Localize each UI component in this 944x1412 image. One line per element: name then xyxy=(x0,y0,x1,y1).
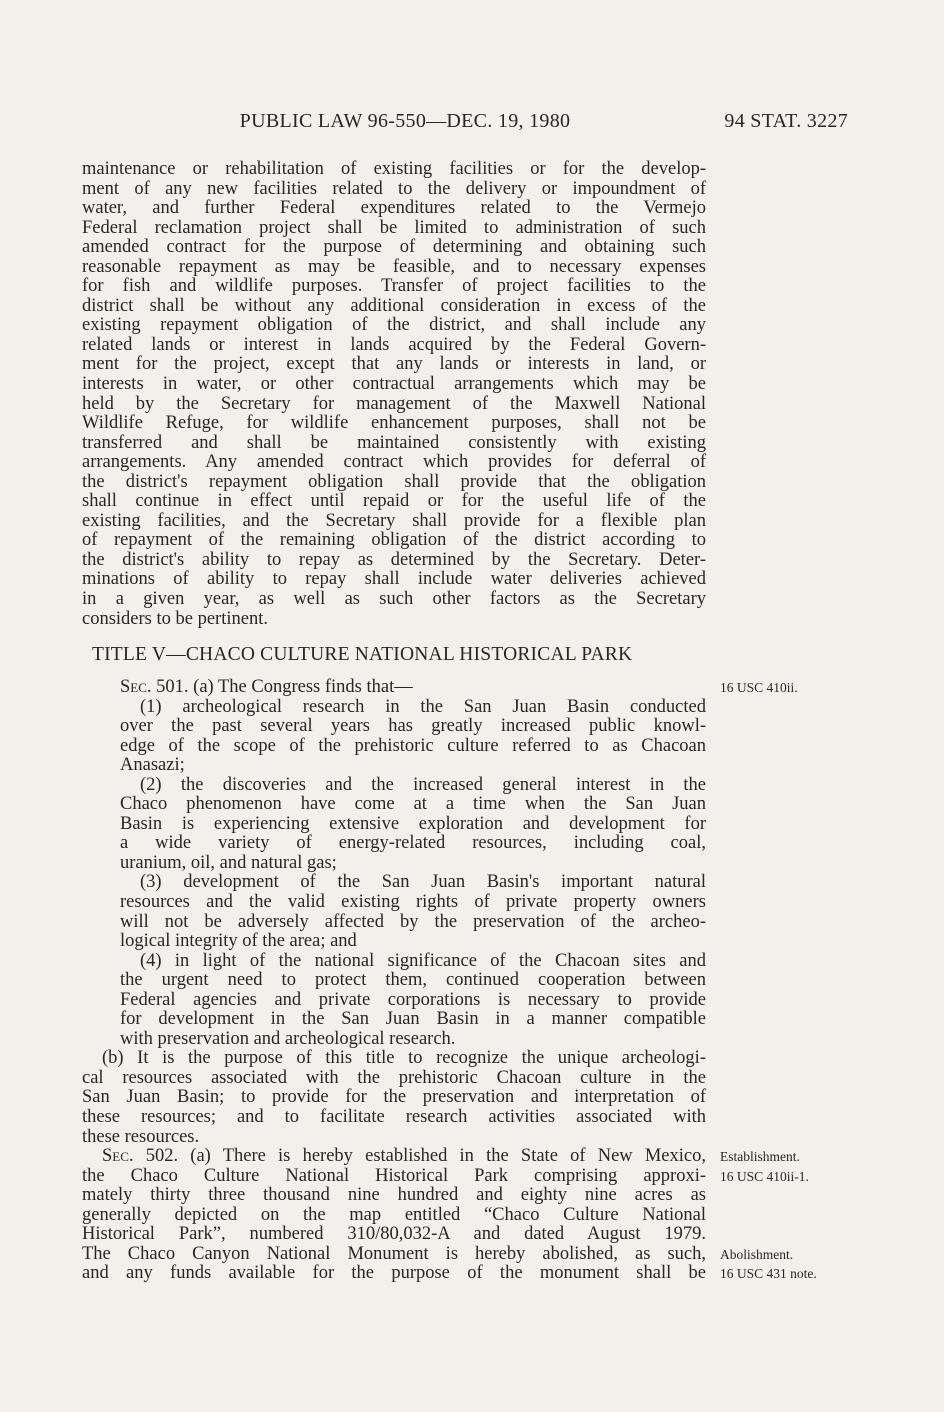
text-line xyxy=(120,991,706,1011)
text-line xyxy=(82,238,706,258)
running-header-title: PUBLIC LAW 96-550—DEC. 19, 1980 xyxy=(239,110,571,132)
text-line xyxy=(120,913,706,933)
text-line xyxy=(82,1088,706,1108)
line-text: reasonable repayment as may be feasible, and to necessary expenses xyxy=(82,256,706,277)
margin-note: 16 USC 410ii. xyxy=(720,680,798,695)
line-text: (2) the discoveries and the increased general interest in the xyxy=(140,774,706,795)
text-line xyxy=(82,395,706,415)
text-line xyxy=(120,893,706,913)
margin-note: Abolishment. xyxy=(720,1246,794,1262)
line-text: ment for the project, except that any lands or interests in land, or xyxy=(82,354,706,375)
line-text: Wildlife Refuge, for wildlife enhancement purposes, shall not be xyxy=(82,413,706,434)
text-line xyxy=(82,199,706,219)
line-text: held by the Secretary for management of the Maxwell National xyxy=(82,393,706,414)
line-text: (1) archeological research in the San Juan Basin conducted xyxy=(140,696,706,717)
text-line xyxy=(82,180,706,200)
line-text: district shall be without any additional consideration in excess of the xyxy=(82,295,706,316)
text-line xyxy=(120,677,798,698)
line-text: 501. (a) The Congress finds that— xyxy=(151,677,413,697)
text-line xyxy=(82,570,706,590)
line-text: over the past several years has greatly increased public knowl- xyxy=(120,716,706,737)
text-line xyxy=(82,219,706,239)
line-text: will not be adversely affected by the preservation of the archeo- xyxy=(120,911,706,932)
line-text: maintenance or rehabilitation of existing facilities or for the develop- xyxy=(82,159,706,179)
statute-page-number: 94 STAT. 3227 xyxy=(724,110,848,132)
line-text: existing repayment obligation of the district, and shall include any xyxy=(82,315,706,336)
line-text: San Juan Basin; to provide for the preservation and interpretation of xyxy=(82,1087,706,1108)
text-line xyxy=(120,737,706,757)
text-line xyxy=(82,1069,706,1089)
line-text: Federal agencies and private corporations is necessary to provide xyxy=(120,989,706,1010)
text-line xyxy=(82,277,706,297)
text-line xyxy=(82,414,706,434)
text-line xyxy=(140,873,706,893)
line-text: transferred and shall be maintained consistently with existing xyxy=(82,432,706,453)
line-text: logical integrity of the area; and xyxy=(120,931,357,952)
text-line xyxy=(82,590,706,610)
text-line xyxy=(120,756,706,776)
text-line xyxy=(120,834,706,854)
line-text: mately thirty three thousand nine hundred and eighty nine acres as xyxy=(82,1185,706,1206)
title-heading: TITLE V—CHACO CULTURE NATIONAL HISTORICAL PARK xyxy=(92,644,633,665)
text-line xyxy=(82,531,706,551)
line-text: of repayment of the remaining obligation of the district according to xyxy=(82,530,706,551)
text-line xyxy=(82,492,706,512)
line-text: generally depicted on the map entitled “Chaco Culture National xyxy=(82,1204,706,1225)
line-text: arrangements. Any amended contract which provides for deferral of xyxy=(82,452,706,473)
line-text: the urgent need to protect them, continued cooperation between xyxy=(120,970,706,991)
text-line xyxy=(82,1108,706,1128)
line-text: Federal reclamation project shall be limited to administration of such xyxy=(82,217,706,238)
text-line xyxy=(82,1128,706,1148)
line-text: (3) development of the San Juan Basin's important natural xyxy=(140,872,706,893)
text-line xyxy=(120,1010,706,1030)
text-line xyxy=(140,776,706,796)
text-line xyxy=(120,795,706,815)
line-text: (4) in light of the national significance of the Chacoan sites and xyxy=(140,950,706,971)
line-text: in a given year, as well as such other factors as the Secretary xyxy=(82,589,706,610)
line-text: these resources. xyxy=(82,1126,200,1147)
text-line xyxy=(82,512,706,532)
text-line xyxy=(102,1146,800,1167)
line-text: for fish and wildlife purposes. Transfer of project facilities to the xyxy=(82,276,706,297)
line-text: (b) It is the purpose of this title to recognize the unique archeologi- xyxy=(102,1048,706,1069)
margin-note: 16 USC 431 note. xyxy=(720,1266,817,1282)
line-text: 502. (a) There is hereby established in the State of New Mexico, xyxy=(133,1146,706,1167)
text-line xyxy=(82,453,706,473)
line-text: for development in the San Juan Basin in a manner compatible xyxy=(120,1009,706,1030)
line-text: related lands or interest in lands acquired by the Federal Govern- xyxy=(82,334,706,355)
section-label: Sec. xyxy=(102,1146,134,1167)
line-text: the Chaco Culture National Historical Park comprising approxi- xyxy=(82,1165,706,1186)
line-text: water, and further Federal expenditures related to the Vermejo xyxy=(82,198,706,219)
text-line xyxy=(82,1165,809,1187)
line-text: edge of the scope of the prehistoric culture referred to as Chacoan xyxy=(120,735,706,756)
text-line xyxy=(120,854,706,874)
text-line xyxy=(82,1186,706,1206)
line-text: minations of ability to repay shall include water deliveries achieved xyxy=(82,569,706,590)
text-line xyxy=(140,952,706,972)
line-text: Anasazi; xyxy=(120,755,185,776)
text-line xyxy=(82,258,706,278)
text-line xyxy=(120,815,706,835)
text-line xyxy=(102,1049,706,1069)
text-line xyxy=(82,473,706,493)
margin-note: Establishment. xyxy=(720,1149,800,1165)
text-line xyxy=(82,1206,706,1226)
text-line xyxy=(120,932,706,952)
line-text: cal resources associated with the prehistoric Chacoan culture in the xyxy=(82,1067,706,1088)
text-line xyxy=(82,336,706,356)
line-text: with preservation and archeological research. xyxy=(120,1028,456,1049)
text-line xyxy=(82,160,706,180)
line-text: Basin is experiencing extensive exploration and development for xyxy=(120,813,706,834)
line-text: The Chaco Canyon National Monument is hereby abolished, as such, xyxy=(82,1243,706,1264)
text-line xyxy=(82,1243,794,1265)
text-line xyxy=(82,610,706,630)
text-line xyxy=(120,971,706,991)
line-text: the district's repayment obligation shall provide that the obligation xyxy=(82,471,706,492)
line-text: these resources; and to facilitate research activities associated with xyxy=(82,1107,706,1128)
text-line xyxy=(82,316,706,336)
line-text: Historical Park”, numbered 310/80,032-A and dated August 1979. xyxy=(82,1224,706,1245)
text-line xyxy=(140,698,706,718)
line-text: Chaco phenomenon have come at a time when the San Juan xyxy=(120,794,706,815)
line-text: considers to be pertinent. xyxy=(82,608,268,629)
text-line xyxy=(82,551,706,571)
line-text: interests in water, or other contractual arrangements which may be xyxy=(82,374,706,395)
line-text: shall continue in effect until repaid or for the useful life of the xyxy=(82,491,706,512)
line-text: the district's ability to repay as determined by the Secretary. Deter- xyxy=(82,549,706,570)
line-text: amended contract for the purpose of determining and obtaining such xyxy=(82,237,706,258)
text-line xyxy=(82,297,706,317)
text-line xyxy=(120,1030,706,1050)
section-label: Sec. xyxy=(120,677,152,697)
continued-text-block xyxy=(82,160,706,629)
text-line xyxy=(82,434,706,454)
line-text: uranium, oil, and natural gas; xyxy=(120,852,337,873)
line-text: and any funds available for the purpose of the monument shall be xyxy=(82,1263,706,1284)
text-line xyxy=(82,375,706,395)
text-line xyxy=(82,1225,706,1245)
text-line xyxy=(82,1263,817,1284)
text-line xyxy=(82,355,706,375)
line-text: resources and the valid existing rights of private property owners xyxy=(120,892,706,913)
line-text: existing facilities, and the Secretary shall provide for a flexible plan xyxy=(82,510,706,531)
text-line xyxy=(120,717,706,737)
title-v-text-block xyxy=(82,677,817,1284)
margin-note: 16 USC 410ii-1. xyxy=(720,1168,809,1184)
line-text: a wide variety of energy-related resources, including coal, xyxy=(120,833,706,854)
line-text: ment of any new facilities related to the delivery or impoundment of xyxy=(82,178,706,199)
